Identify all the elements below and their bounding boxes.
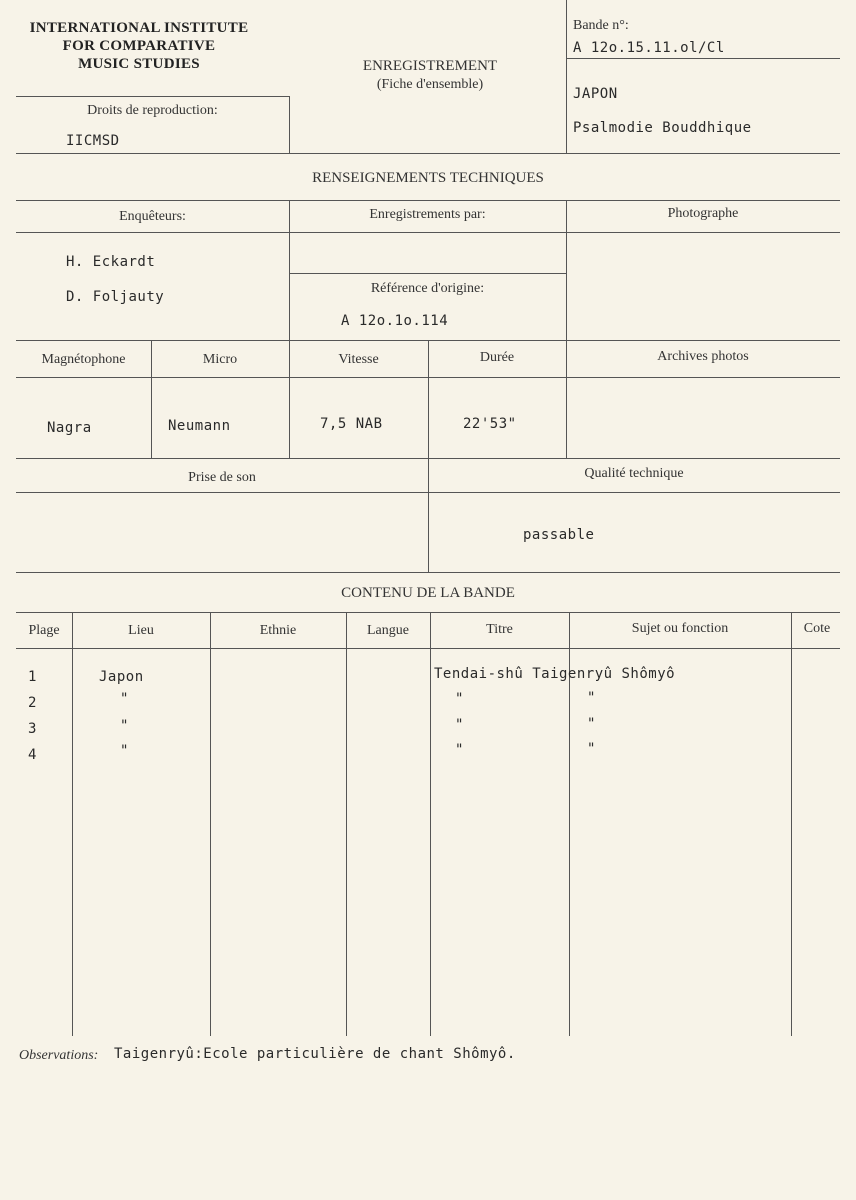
sujet-header: Sujet ou fonction xyxy=(631,621,729,636)
prise-de-son-label: Prise de son xyxy=(188,470,256,485)
enregistrements-par-label: Enregistrements par: xyxy=(369,207,486,222)
micro-value: Neumann xyxy=(168,418,231,434)
titre-header: Titre xyxy=(486,622,513,637)
institute-line-1: INTERNATIONAL INSTITUTE xyxy=(29,20,249,36)
bande-underline xyxy=(566,58,840,59)
row-3-plage: 3 xyxy=(28,721,37,737)
row-1-lieu: Japon xyxy=(99,669,144,685)
row-4-titre: " xyxy=(455,742,464,758)
contenu-top-line xyxy=(16,612,840,613)
photographe-label: Photographe xyxy=(667,206,739,221)
row-2-plage: 2 xyxy=(28,695,37,711)
institute-line-3: MUSIC STUDIES xyxy=(78,56,200,72)
observations-label: Observations: xyxy=(19,1048,99,1063)
archives-header: Archives photos xyxy=(657,349,749,364)
enqueteur-name-1: H. Eckardt xyxy=(66,254,156,270)
bande-value: A 12o.15.11.ol/Cl xyxy=(573,40,725,56)
tech-header-line xyxy=(16,232,840,233)
row-4-lieu: " xyxy=(120,743,129,759)
row-3-lieu: " xyxy=(120,718,129,734)
contenu-divider-1 xyxy=(72,612,73,1036)
magnetophone-value: Nagra xyxy=(47,420,92,436)
row-4-sujet: " xyxy=(587,741,596,757)
institute-line-2: FOR COMPARATIVE xyxy=(62,38,216,54)
row-2-sujet: " xyxy=(587,690,596,706)
row-3-sujet: " xyxy=(587,716,596,732)
header-bottom-line xyxy=(16,153,840,154)
contenu-divider-3 xyxy=(346,612,347,1036)
plage-header: Plage xyxy=(28,623,60,638)
row-2-lieu: " xyxy=(120,691,129,707)
qualite-value: passable xyxy=(523,527,595,543)
enqueteur-name-2: D. Foljauty xyxy=(66,289,165,305)
qualite-label: Qualité technique xyxy=(584,466,684,481)
reference-top-line xyxy=(289,273,566,274)
row-3-titre: " xyxy=(455,717,464,733)
lieu-header: Lieu xyxy=(128,623,154,638)
row-1-titre: Tendai-shû Taigenryû Shômyô xyxy=(434,666,676,682)
row-4-plage: 4 xyxy=(28,747,37,763)
contenu-divider-2 xyxy=(210,612,211,1036)
equip-header-line xyxy=(16,377,840,378)
row-1-plage: 1 xyxy=(28,669,37,685)
droits-top-line xyxy=(16,96,289,97)
vitesse-value: 7,5 NAB xyxy=(320,416,383,432)
duree-header: Durée xyxy=(479,350,515,365)
renseignements-title: RENSEIGNEMENTS TECHNIQUES xyxy=(312,170,544,186)
genre-value: Psalmodie Bouddhique xyxy=(573,120,752,136)
langue-header: Langue xyxy=(367,623,409,638)
magnetophone-header: Magnétophone xyxy=(41,352,126,367)
enregistrement-title: ENREGISTREMENT xyxy=(362,58,498,74)
micro-header: Micro xyxy=(202,352,238,367)
duree-value: 22'53" xyxy=(463,416,517,432)
observations-value: Taigenryû:Ecole particulière de chant Shômyô. xyxy=(114,1046,516,1062)
prise-bottom-line xyxy=(16,572,840,573)
reference-label: Référence d'origine: xyxy=(370,281,485,296)
contenu-header-line xyxy=(16,648,840,649)
ethnie-header: Ethnie xyxy=(259,623,297,638)
pays-value: JAPON xyxy=(573,86,618,102)
vitesse-header: Vitesse xyxy=(338,352,379,367)
bande-label: Bande n°: xyxy=(573,18,629,33)
droits-label: Droits de reproduction: xyxy=(87,103,218,118)
header-right-divider xyxy=(566,0,567,153)
enqueteurs-label: Enquêteurs: xyxy=(119,209,186,224)
reference-value: A 12o.1o.114 xyxy=(341,313,449,329)
cote-header: Cote xyxy=(803,621,831,636)
droits-value: IICMSD xyxy=(66,133,120,149)
enregistrement-subtitle: (Fiche d'ensemble) xyxy=(376,77,484,92)
droits-right-line xyxy=(289,96,290,153)
prise-header-line xyxy=(16,492,840,493)
row-2-titre: " xyxy=(455,691,464,707)
contenu-divider-6 xyxy=(791,612,792,1036)
contenu-divider-4 xyxy=(430,612,431,1036)
contenu-title: CONTENU DE LA BANDE xyxy=(341,585,515,601)
tech-top-line xyxy=(16,200,840,201)
